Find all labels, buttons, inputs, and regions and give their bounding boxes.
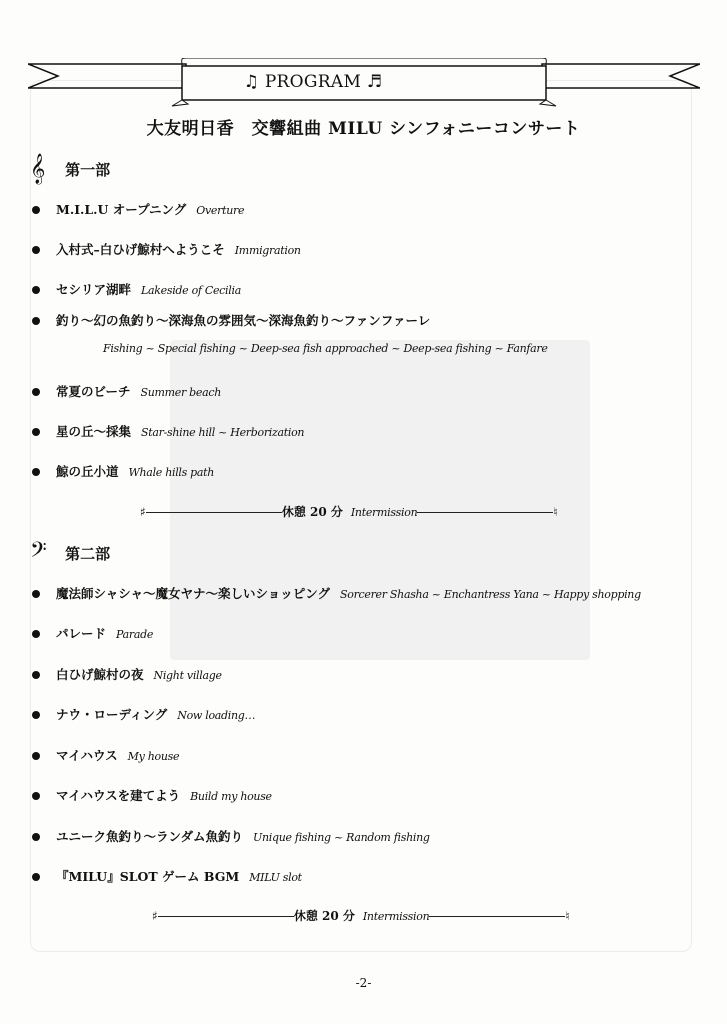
sharp-icon: ♯ — [140, 505, 146, 519]
part2-heading — [30, 538, 110, 568]
treble-clef-icon: 𝄞 — [30, 154, 46, 184]
concert-title: 大友明日香 交響組曲 MILU シンフォニーコンサート — [146, 119, 581, 139]
list-item-subtitle: Fishing ~ Special fishing ~ Deep-sea fish approached ~ Deep-sea fishing ~ Fanfare — [103, 342, 548, 355]
sharp-icon: ♯ — [152, 909, 158, 923]
bullet-icon — [32, 711, 40, 719]
list-item: 鯨の丘小道 Whale hills path — [32, 460, 214, 482]
bullet-icon — [32, 792, 40, 800]
list-item: 魔法師シャシャ～魔女ヤナ～楽しいショッピング Sorcerer Shasha ~ Enchantress Yana ~ Happy shopping — [32, 582, 641, 604]
bullet-icon — [32, 671, 40, 679]
list-item: 入村式–白ひげ鯨村へようこそ Immigration — [32, 238, 301, 260]
list-item: マイハウス My house — [32, 744, 179, 766]
list-item: M.I.L.U オープニング Overture — [32, 198, 244, 220]
list-item: 星の丘～採集 Star-shine hill ~ Herborization — [32, 420, 304, 442]
intermission-2: ♯ 休憩 20 分 Intermission ♮ — [152, 909, 570, 923]
list-item: セシリア湖畔 Lakeside of Cecilia — [32, 278, 241, 300]
list-item: ナウ・ローディング Now loading… — [32, 703, 255, 725]
bass-clef-icon: 𝄢 — [30, 538, 47, 568]
show-through-image — [170, 340, 590, 660]
bullet-icon — [32, 246, 40, 254]
bullet-icon — [32, 317, 40, 325]
list-item: マイハウスを建てよう Build my house — [32, 784, 272, 806]
bullet-icon — [32, 873, 40, 881]
bullet-icon — [32, 630, 40, 638]
list-item: 釣り～幻の魚釣り～深海魚の雰囲気～深海魚釣り～ファンファーレ — [32, 309, 440, 331]
part1-heading — [30, 154, 110, 184]
list-item: パレード Parade — [32, 622, 153, 644]
bullet-icon — [32, 468, 40, 476]
bullet-icon — [32, 206, 40, 214]
bullet-icon — [32, 590, 40, 598]
list-item: ユニーク魚釣り～ランダム魚釣り Unique fishing ~ Random fishing — [32, 825, 430, 847]
banner-title: ♫ PROGRAM ♬ — [243, 72, 383, 92]
part2-label: 第二部 — [65, 544, 111, 563]
list-item: 常夏のビーチ Summer beach — [32, 380, 221, 402]
bullet-icon — [32, 286, 40, 294]
intermission-1: ♯ 休憩 20 分 Intermission ♮ — [140, 505, 558, 519]
bullet-icon — [32, 388, 40, 396]
bullet-icon — [32, 833, 40, 841]
page-number: -2- — [355, 976, 372, 990]
natural-icon: ♮ — [565, 909, 570, 923]
natural-icon: ♮ — [553, 505, 558, 519]
bullet-icon — [32, 752, 40, 760]
list-item: 『MILU』SLOT ゲーム BGM MILU slot — [32, 865, 302, 887]
bullet-icon — [32, 428, 40, 436]
list-item: 白ひげ鯨村の夜 Night village — [32, 663, 222, 685]
part1-label: 第一部 — [65, 160, 111, 179]
